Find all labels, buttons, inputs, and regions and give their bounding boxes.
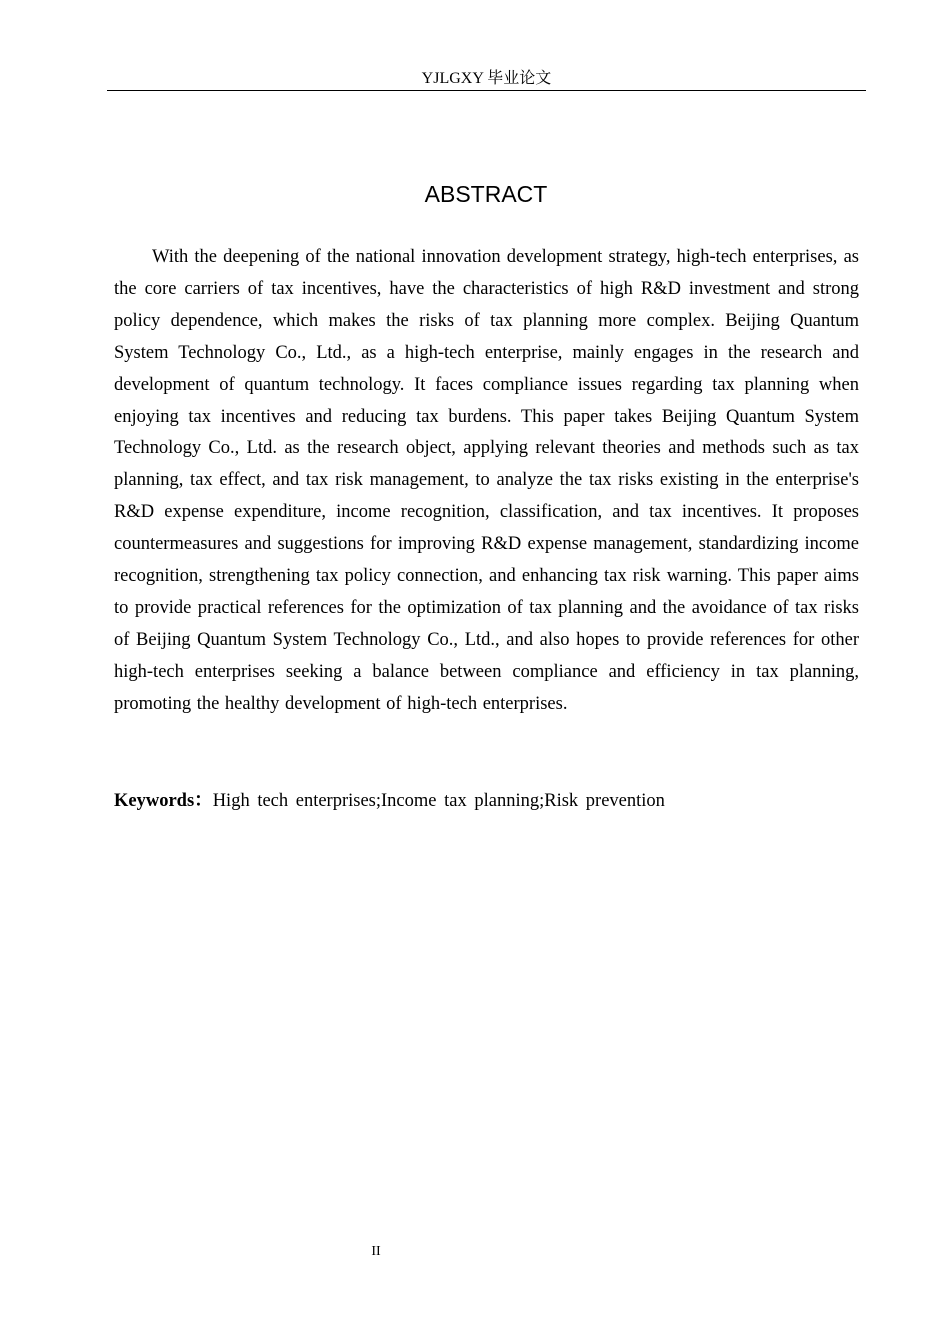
keywords-separator: ： [194,791,213,811]
running-title: YJLGXY 毕业论文 [421,70,552,87]
page-header [107,68,866,91]
keywords-line [114,786,859,816]
keywords-label: Keywords [114,791,195,811]
page-number: II [371,1244,381,1259]
keywords-text: High tech enterprises;Income tax planning;Risk prevention [212,791,665,811]
abstract-body: With the deepening of the national innovation development strategy, high-tech enterprises, as the core carriers of tax incentives, have the characteristics of high R&D investment and strong policy dependence, which makes the risks of tax planning more complex. Beijing Quantum System Technology Co., Ltd., as a high-tech enterprise, mainly engages in the research and development of quantum technology. It faces compliance issues regarding tax planning when enjoying tax incentives and reducing tax burdens. This paper takes Beijing Quantum System Technology Co., Ltd. as the research object, applying relevant theories and methods such as tax planning, tax effect, and tax risk management, to analyze the tax risks existing in the enterprise's R&D expense expenditure, income recognition, classification, and tax incentives. It proposes countermeasures and suggestions for improving R&D expense management, standardizing income recognition, strengthening tax policy connection, and enhancing tax risk warning. This paper aims to provide practical references for the optimization of tax planning and the avoidance of tax risks of Beijing Quantum System Technology Co., Ltd., and also hopes to provide references for other high-tech enterprises seeking a balance between compliance and efficiency in tax planning, promoting the healthy development of high-tech enterprises. [114,247,859,714]
abstract-title: ABSTRACT [424,181,548,207]
